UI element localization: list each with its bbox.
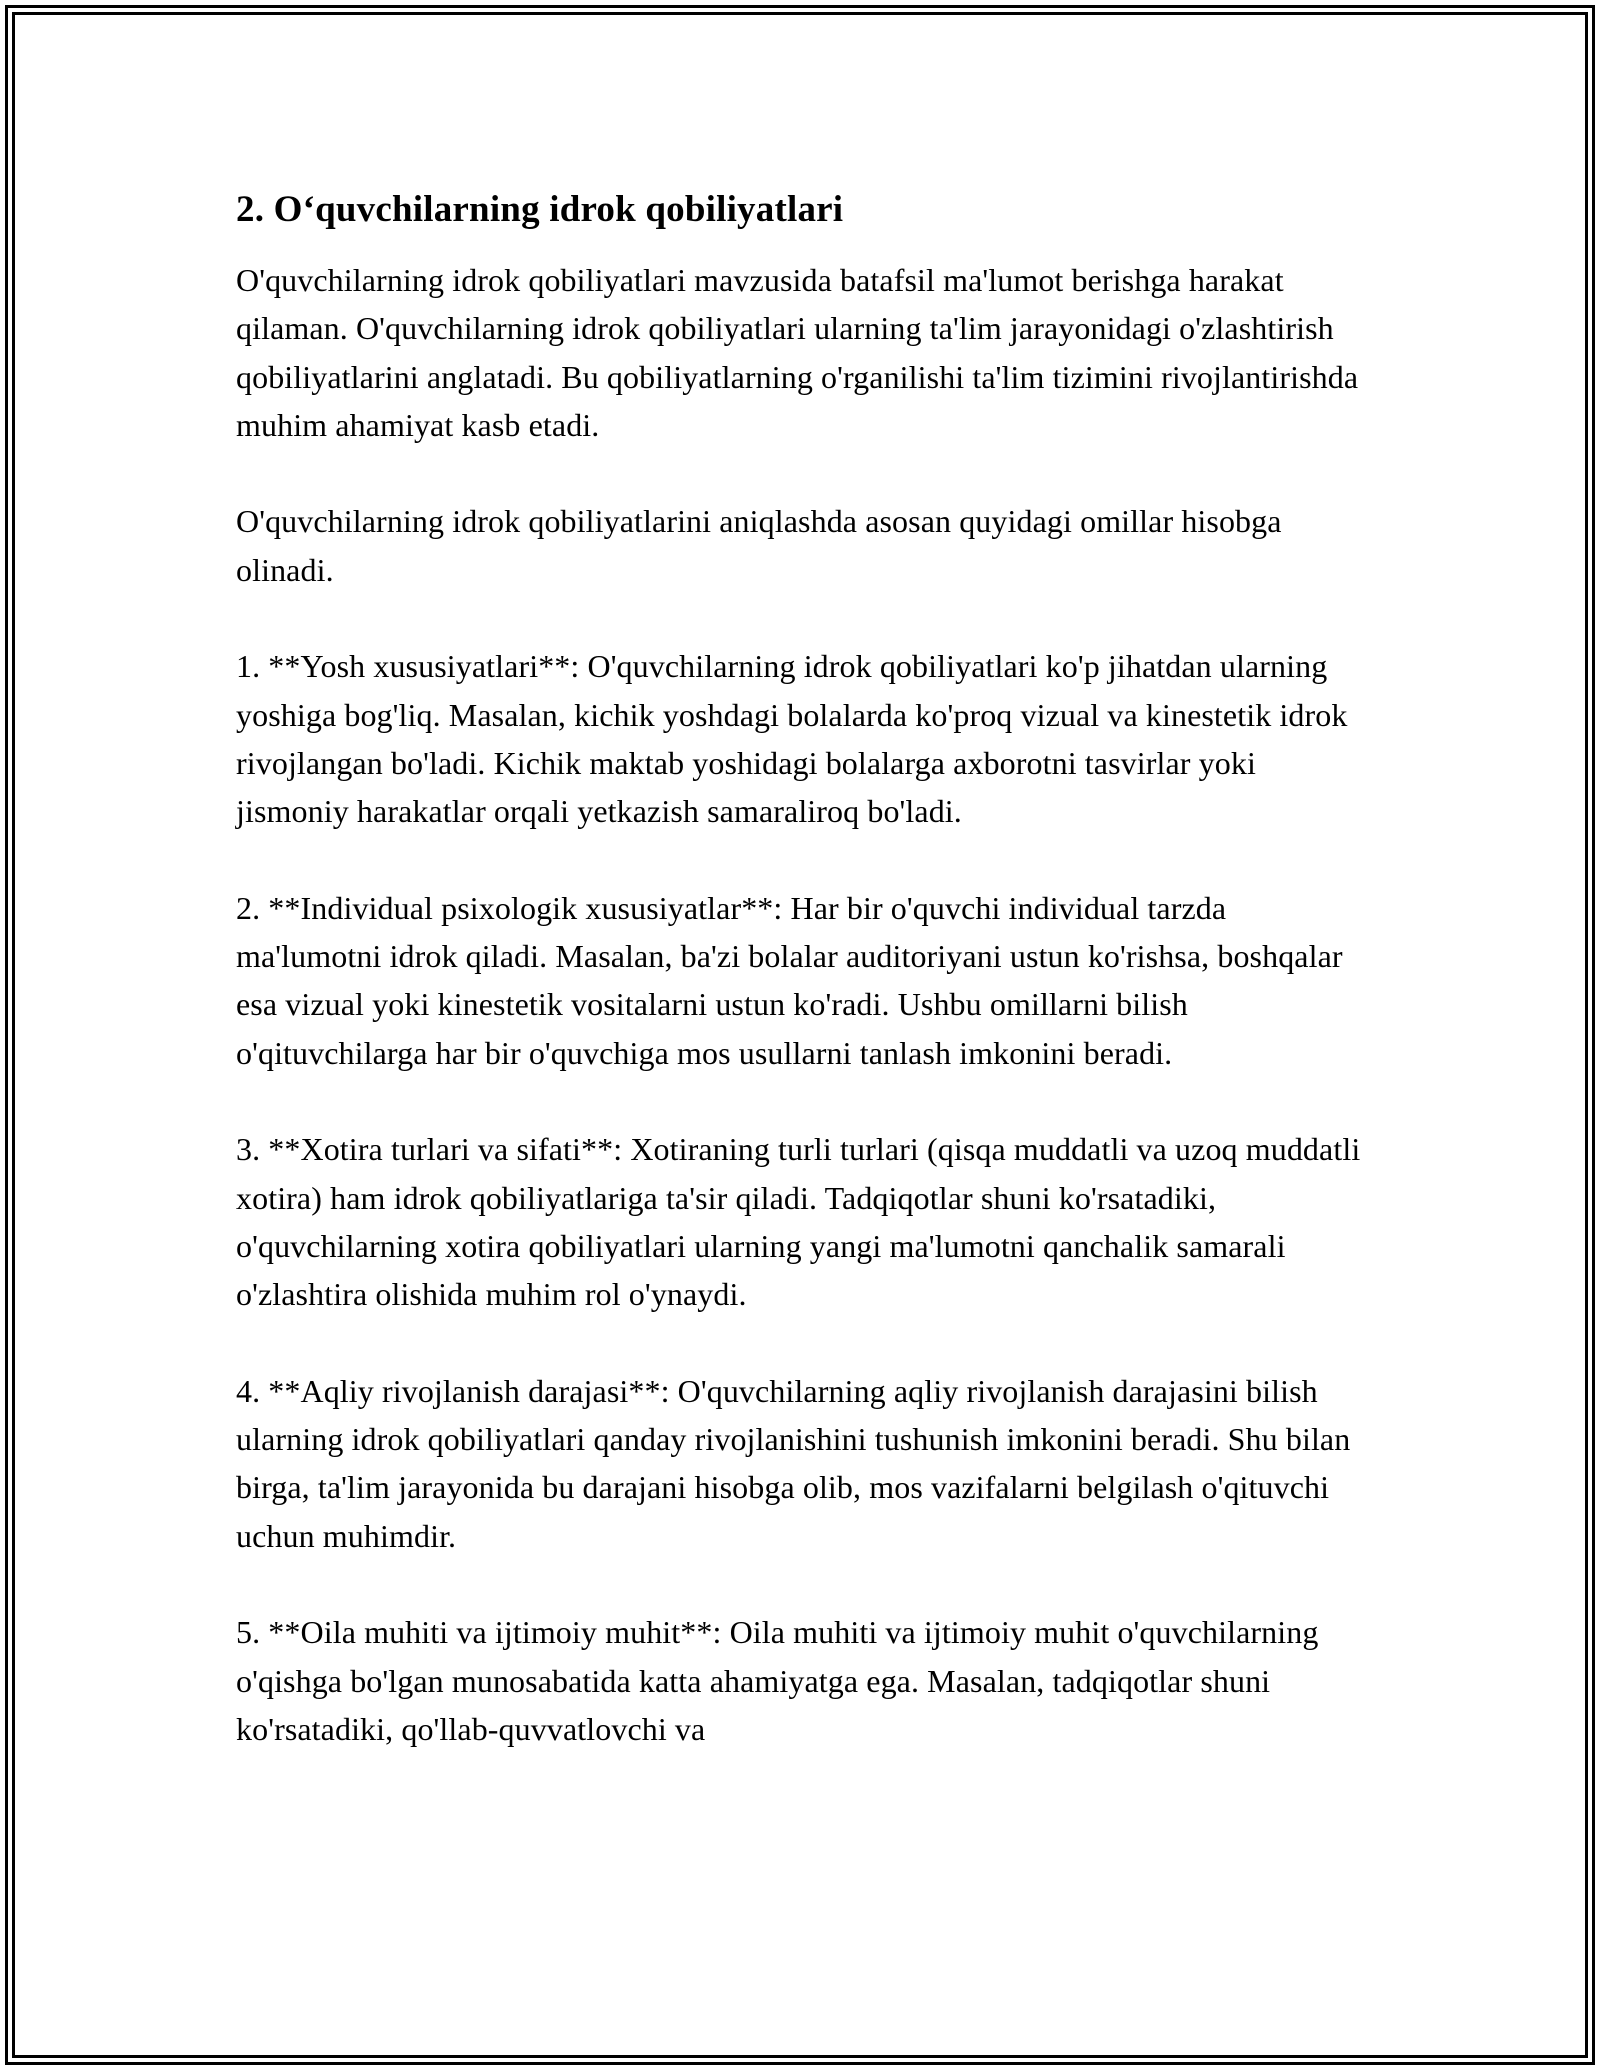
paragraph-intro: O'quvchilarning idrok qobiliyatlari mavzusida batafsil ma'lumot berishga harakat qilaman. O'quvchilarning idrok qobiliyatlari ularning ta'lim jarayonidagi o'zlashtirish qobiliyatlarini anglatadi. Bu qobiliyatlarning o'rganilishi ta'lim tizimini rivojlantirishda muhim ahamiyat kasb etadi. — [236, 262, 1359, 443]
paragraph-item-5: 5. **Oila muhiti va ijtimoiy muhit**: Oila muhiti va ijtimoiy muhit o'quvchilarning o'qishga bo'lgan munosabatida katta ahamiyatga ega. Masalan, tadqiqotlar shuni ko'rsatadiki, qo'llab-quvvatlovchi va — [236, 1614, 1319, 1747]
paragraph-item-3: 3. **Xotira turlari va sifati**: Xotiraning turli turlari (qisqa muddatli va uzoq muddatli xotira) ham idrok qobiliyatlariga ta'sir qiladi. Tadqiqotlar shuni ko'rsatadiki, o'quvchilarning xotira qobiliyatlari ularning yangi ma'lumotni qanchalik samarali o'zlashtira olishida muhim rol o'ynaydi. — [236, 1131, 1361, 1313]
paragraph-item-2: 2. **Individual psixologik xususiyatlar**: Har bir o'quvchi individual tarzda ma'lumotni idrok qiladi. Masalan, ba'zi bolalar auditoriyani ustun ko'rishsa, boshqalar esa vizual yoki kinestetik vositalarni ustun ko'radi. Ushbu omillarni bilish o'qituvchilarga har bir o'quvchiga mos usullarni tanlash imkonini beradi. — [236, 889, 1343, 1071]
section-heading: 2. O‘quvchilarning idrok qobiliyatlari — [236, 189, 844, 230]
paragraph-item-4: 4. **Aqliy rivojlanish darajasi**: O'quvchilarning aqliy rivojlanish darajasini bilish ularning idrok qobiliyatlari qanday rivojlanishini tushunish imkonini beradi. Shu bilan birga, ta'lim jarayonida bu darajani hisobga olib, mos vazifalarni belgilash o'qituvchi uchun muhimdir. — [236, 1372, 1351, 1554]
paragraph-item-1: 1. **Yosh xususiyatlari**: O'quvchilarning idrok qobiliyatlari ko'p jihatdan ularning yoshiga bog'liq. Masalan, kichik yoshdagi bolalarda ko'proq vizual va kinestetik idrok rivojlangan bo'ladi. Kichik maktab yoshidagi bolalarga axborotni tasvirlar yoki jismoniy harakatlar orqali yetkazish samaraliroq bo'ladi. — [236, 648, 1348, 830]
document-body — [236, 186, 1370, 1753]
paragraph-factors-intro: O'quvchilarning idrok qobiliyatlarini aniqlashda asosan quyidagi omillar hisobga olinadi. — [236, 503, 1282, 588]
